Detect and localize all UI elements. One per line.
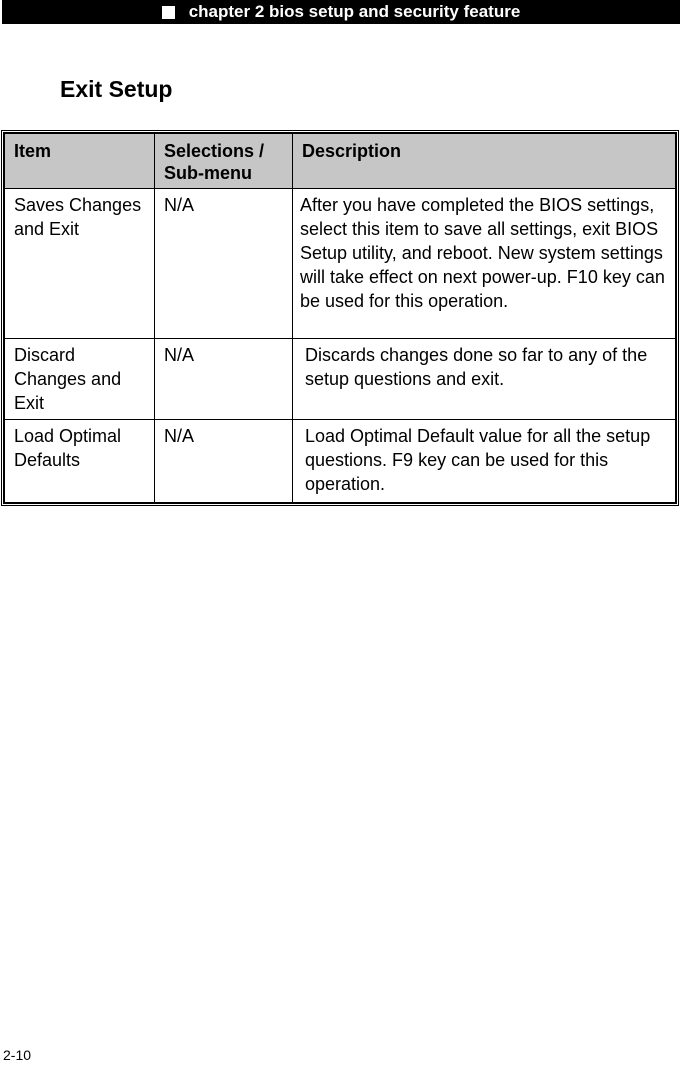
settings-table xyxy=(4,133,676,503)
row-item: Discard Changes and Exit xyxy=(5,339,155,420)
row-description: After you have completed the BIOS settings, select this item to save all settings, exit BIOS Setup utility, and reboot. New system settings will take effect on next power-up. F10 key can be used for this operation. xyxy=(293,189,676,339)
table-row xyxy=(5,189,676,339)
settings-table-frame xyxy=(1,130,679,506)
column-header-selections: Selections / Sub-menu xyxy=(155,134,293,189)
row-description: Load Optimal Default value for all the setup questions. F9 key can be used for this operation. xyxy=(293,420,676,503)
row-item: Load Optimal Defaults xyxy=(5,420,155,503)
page-number: 2-10 xyxy=(3,1047,32,1063)
table-row xyxy=(5,339,676,420)
row-selection: N/A xyxy=(155,189,293,339)
column-header-description: Description xyxy=(293,134,676,189)
row-selection: N/A xyxy=(155,420,293,503)
table-header-row xyxy=(5,134,676,189)
filled-square-icon xyxy=(162,6,175,19)
table-row xyxy=(5,420,676,503)
chapter-header-bar xyxy=(2,0,680,24)
section-title: Exit Setup xyxy=(60,76,173,102)
column-header-item: Item xyxy=(5,134,155,189)
chapter-title: chapter 2 bios setup and security feature xyxy=(188,2,521,21)
row-item: Saves Changes and Exit xyxy=(5,189,155,339)
row-description: Discards changes done so far to any of the setup questions and exit. xyxy=(293,339,676,420)
row-selection: N/A xyxy=(155,339,293,420)
